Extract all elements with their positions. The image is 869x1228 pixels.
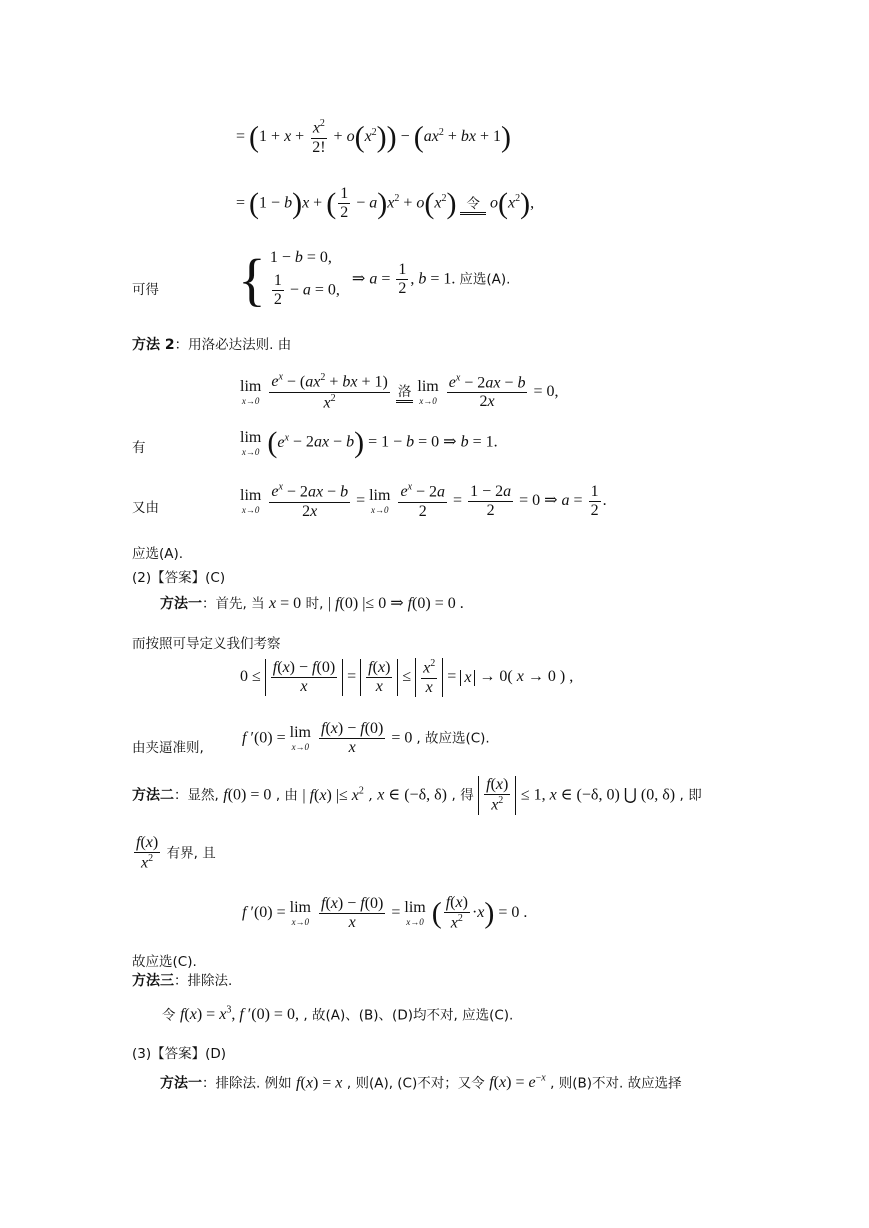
squeeze-inequality: 0 ≤ $\frac{f(x) - f(0)}{x}$ = $\frac{f(x)}{x}$ ≤ $\frac{x^2}{x}$ = x → 0( x → 0 ) ,: [240, 658, 574, 696]
limit-a-line: lim x→0 $\frac{e^x - 2ax - b}{2x}$ = lim x→0 $\frac{e^x - 2a}{2}$ = $\frac{1 - 2a}{2}$ = 0 ⇒ a = $\frac{1}{2}$ .: [240, 482, 607, 520]
label-jiabi: 由夹逼准则,: [132, 740, 204, 756]
q2-method1: 方法一：首先, 当 x = 0 时, | f(0) |≤ 0 ⇒ f(0) = 0 .: [160, 595, 464, 612]
equation-system: { 1 − b = 0, $\frac{1}{2}$ − a = 0, ⇒ a = $\frac{1}{2}$ , b = 1. 应选(A).: [238, 246, 511, 312]
method2-heading: 方法 2：用洛必达法则. 由: [132, 337, 292, 353]
answer-C: 故应选(C).: [132, 954, 197, 970]
derivative-limit-2: f ′(0) = lim x→0 $\frac{f(x) - f(0)}{x}$ = lim x→0 ( $\frac{f(x)}{x^2}$ ·x) = 0 .: [242, 894, 528, 932]
expansion-line-1: = (1 + x + $\frac{x^2}{2!}$ + $o(x^2)) - (ax^2$ + bx + 1): [236, 118, 511, 156]
q3-answer: (3)【答案】(D): [132, 1046, 227, 1062]
derivative-limit: f ′(0) = lim x→0 $\frac{f(x) - f(0)}{x}$ = 0 , 故应选(C).: [242, 720, 490, 757]
label-you: 有: [132, 440, 146, 456]
limit-b-line: lim x→0 $(e^x - 2ax - b) = 1 - b = 0$ ⇒ b = 1.: [240, 426, 498, 459]
label-youyou: 又由: [132, 500, 159, 516]
counterexample-line: 令 $f(x) = x^3$, f ′(0) = 0, , 故(A)、(B)、(D)均不对, 应选(C).: [162, 1005, 514, 1024]
bounded-line: $\frac{f(x)}{x^2}$ 有界, 且: [136, 834, 216, 872]
answer-A-inline: 应选(A).: [459, 271, 511, 288]
q2-method3: 方法三：排除法.: [132, 973, 233, 989]
q2-method2: 方法二：显然, f(0) = 0 , 由 | f(x) |≤ $x^2$ , x ∈ (−δ, δ) , 得 $\frac{f(x)}{x^2}$ ≤ 1, x ∈ (−δ, 0) ⋃ (0, δ) , 即: [132, 776, 702, 814]
answer-A: 应选(A).: [132, 546, 184, 562]
lhopital-limit: lim x→0 $\frac{e^x - (ax^2 + bx + 1)}{x^2}$ 洛 lim x→0 $\frac{e^x - 2ax - b}{2x}$ = 0,: [240, 372, 559, 412]
label-er-anzhao: 而按照可导定义我们考察: [132, 636, 281, 652]
q2-answer: (2)【答案】(C): [132, 570, 226, 586]
label-kede: 可得: [132, 282, 159, 298]
q3-method1: 方法一：排除法. 例如 f(x) = x , 则(A), (C)不对；又令 $f(x) = e^{-x}$ , 则(B)不对. 故应选择: [160, 1073, 682, 1092]
expansion-line-2: = (1 − b)x + ( $\frac{1}{2}$ − $a)x^2 + o(x^2)$ 令 $o(x^2)$,: [236, 185, 535, 222]
luo-symbol: 洛: [396, 384, 414, 403]
ling-symbol: 令: [460, 196, 486, 215]
